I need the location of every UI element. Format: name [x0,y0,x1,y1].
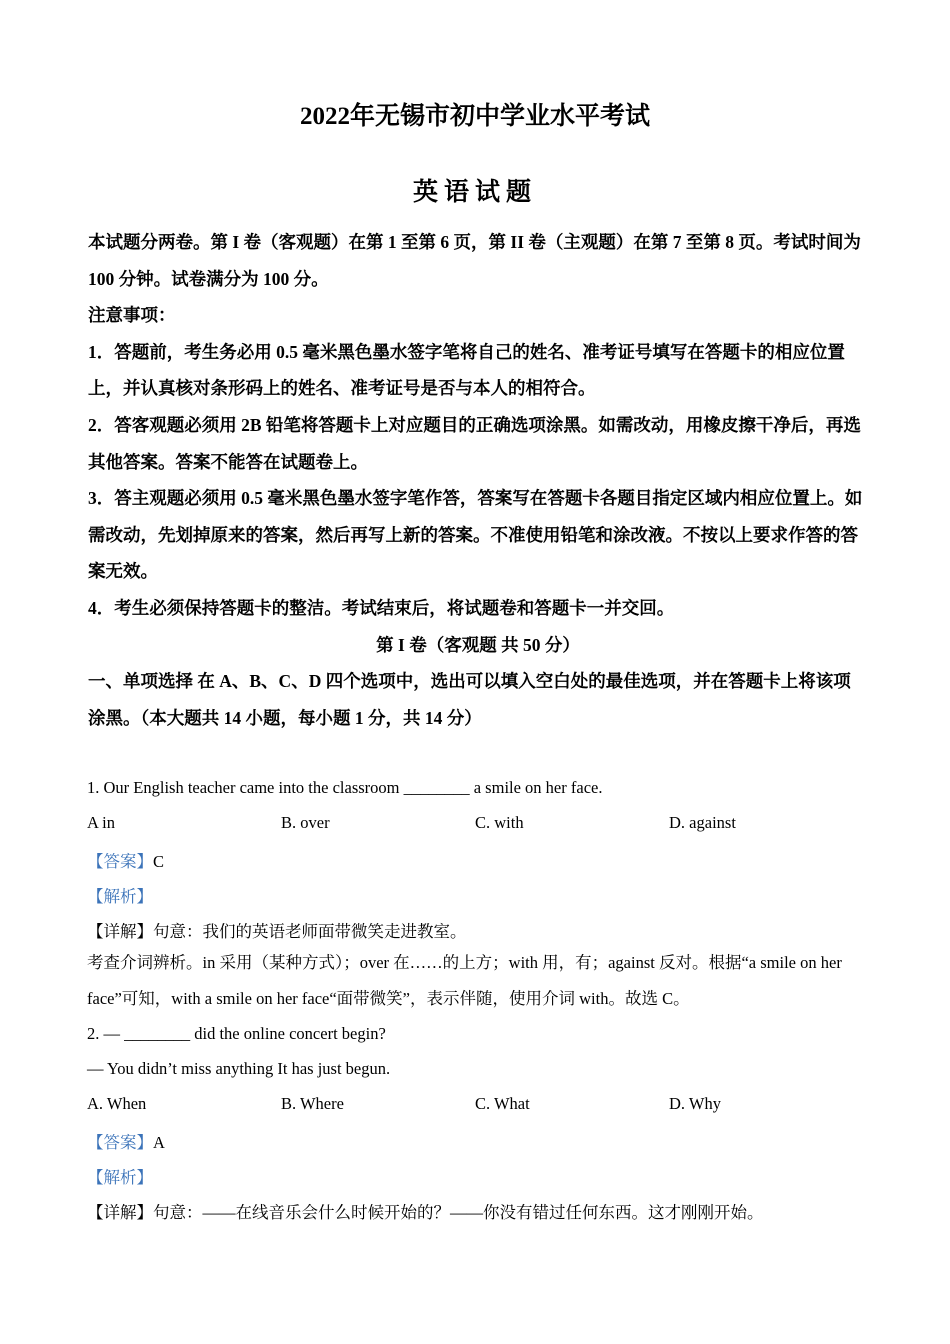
answer-value: C [153,852,165,871]
question-2-option-c: C. What [475,1094,530,1113]
answer-tag: 【答案】 [87,1133,153,1152]
exam-title: 2022年无锡市初中学业水平考试 [299,103,650,130]
question-2-option-d: D. Why [669,1094,721,1113]
question-1-stem: 1. Our English teacher came into the classroom ________ a smile on her face. [87,778,603,797]
exam-instructions [88,224,868,736]
question-2-answer [87,1129,165,1153]
question-1-answer [87,848,164,872]
question-1-option-c: C. with [475,813,524,832]
exam-subtitle: 英语试题 [412,179,537,206]
question-1-explanation: 考查介词辨析。in 采用（某种方式）；over 在……的上方；with 用，有；against 反对。根据“a smile on her face”可知，with a smile on her face“面带微笑”，表示伴随，使用介词 with。故选 C。 [87,953,842,1008]
answer-value: A [153,1133,165,1152]
notice-item-2: 2．答客观题必须用 2B 铅笔将答题卡上对应题目的正确选项涂黑。如需改动，用橡皮擦干净后，再选其他答案。答案不能答在试题卷上。 [88,414,861,472]
answer-tag: 【答案】 [87,852,153,871]
notice-item-1: 1．答题前，考生务必用 0.5 毫米黑色墨水签字笔将自己的姓名、准考证号填写在答题卡的相应位置上，并认真核对条形码上的姓名、准考证号是否与本人的相符合。 [88,341,845,399]
question-2-stem: 2. — ________ did the online concert begin? [87,1024,386,1043]
question-2-option-b: B. Where [281,1094,344,1113]
question-1-option-b: B. over [281,813,330,832]
question-1-detail: 【详解】句意：我们的英语老师面带微笑走进教室。 [87,922,467,941]
question-2-detail: 【详解】句意：——在线音乐会什么时候开始的？——你没有错过任何东西。这才刚刚开始。 [87,1203,764,1222]
notice-title: 注意事项： [88,305,176,326]
question-2-stem-reply: — You didn’t miss anything It has just begun. [87,1059,391,1078]
notice-item-3: 3．答主观题必须用 0.5 毫米黑色墨水签字笔作答，答案写在答题卡各题目指定区域内相应位置上。如需改动，先划掉原来的答案，然后再写上新的答案。不准使用铅笔和涂改液。不按以上要求作答的答案无效。 [88,488,863,582]
question-1-option-a: A in [87,813,115,832]
question-1-analysis-tag: 【解析】 [87,887,153,906]
intro-paragraph: 本试题分两卷。第 I 卷（客观题）在第 1 至第 6 页，第 II 卷（主观题）在第 7 至第 8 页。考试时间为 100 分钟。试卷满分为 100 分。 [88,232,861,289]
question-2-analysis-tag: 【解析】 [87,1168,153,1187]
section-title: 第 I 卷（客观题 共 50 分） [376,634,580,655]
notice-item-4: 4．考生必须保持答题卡的整洁。考试结束后，将试题卷和答题卡一并交回。 [88,597,675,618]
question-2-option-a: A. When [87,1094,147,1113]
part-one-instructions: 一、单项选择 在 A、B、C、D 四个选项中，选出可以填入空白处的最佳选项，并在答题卡上将该项涂黑。（本大题共 14 小题，每小题 1 分，共 14 分） [88,671,851,728]
question-1-option-d: D. against [669,813,736,832]
